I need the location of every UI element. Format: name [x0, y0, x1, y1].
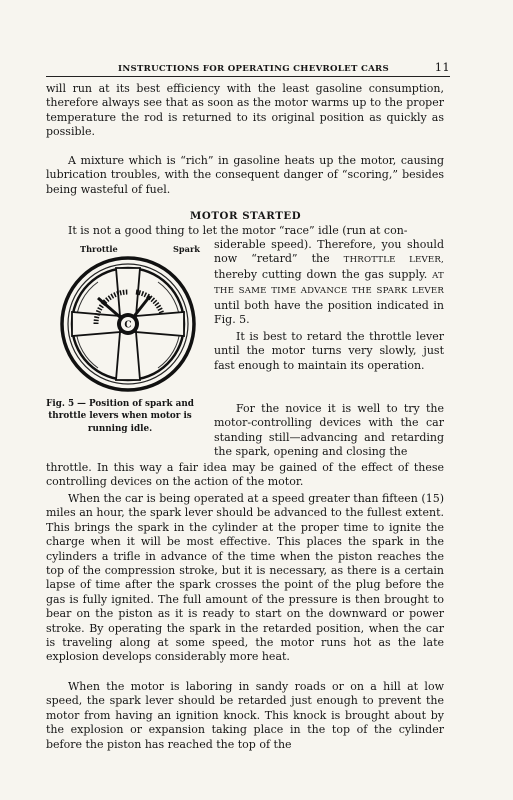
paragraph-retard-throttle: It is best to retard the throttle lever until the motor turns very slowly, just fast enough to maintain its operation.	[214, 330, 444, 372]
paragraph-sandy-roads: When the motor is laboring in sandy roads or on a hill at low speed, the spark lever should be retarded just enough to prevent the motor from having an ignition knock. This knock is brought about by the explosion or expansion taking place in the top of the cylinder before the piston has reached the top of the	[46, 680, 444, 751]
wrapped-text-a: siderable speed). Therefore, you should now “retard” the	[214, 238, 444, 266]
page-number: 11	[434, 60, 450, 74]
label-spark: Spark	[173, 244, 200, 254]
steering-wheel-figure	[58, 254, 198, 394]
motor-started-wrapped-text	[214, 238, 444, 327]
paragraph-rich-mixture: A mixture which is “rich” in gasoline heats up the motor, causing lubrication troubles, with the consequent danger of “scoring,” besides being wasteful of fuel.	[46, 154, 444, 196]
section-heading: MOTOR STARTED	[190, 210, 302, 222]
wrapped-text-c: until both have the position indicated in Fig. 5.	[214, 298, 444, 327]
wrapped-text-b: thereby cutting down the gas supply.	[214, 267, 428, 281]
paragraph-fifteen-mph: When the car is being operated at a speed greater than fifteen (15) miles an hour, the spark lever should be advanced to the fullest extent. This brings the spark in the cylinder at the proper time to ignite the charge when it will be most effective. This places the spark in the cylinders a trifle in advance of the time when the piston reaches the top of the compression stroke, but it is necessary, as there is a certain lapse of time after the spark crosses the point of the plug before the gas is fully ignited. The full amount of the pressure is then brought to bear on the piston as it is ready to start on the downward or power stroke. By operating the spark in the retarded position, when the car is traveling along at some speed, the motor runs hot as the late explosion develops considerably more heat.	[46, 492, 444, 664]
figure-caption: Fig. 5 — Position of spark and throttle levers when motor is running idle.	[46, 399, 194, 434]
motor-started-first-line: It is not a good thing to let the motor “race” idle (run at con-	[68, 224, 408, 237]
svg-text:C: C	[124, 320, 132, 331]
paragraph-efficiency: will run at its best efficiency with the least gasoline consumption, therefore always see that as soon as the motor warms up to the proper temperature the rod is returned to its original position as quickly as possible.	[46, 82, 444, 139]
header-title: INSTRUCTIONS FOR OPERATING CHEVROLET CARS	[118, 64, 390, 74]
paragraph-novice-end: throttle. In this way a fair idea may be gained of the effect of these controlling devices on the action of the motor.	[46, 461, 444, 489]
label-throttle: Throttle	[80, 244, 118, 254]
throttle-lever-smallcaps: THROTTLE LEVER,	[343, 255, 444, 266]
header-rule	[46, 76, 450, 77]
paragraph-novice: For the novice it is well to try the motor-controlling devices with the car standing still—advancing and retarding the spark, opening and closing the	[214, 402, 444, 459]
same-time-smallcaps: AT THE SAME TIME ADVANCE THE SPARK LEVER	[214, 270, 444, 297]
running-header	[46, 60, 450, 74]
